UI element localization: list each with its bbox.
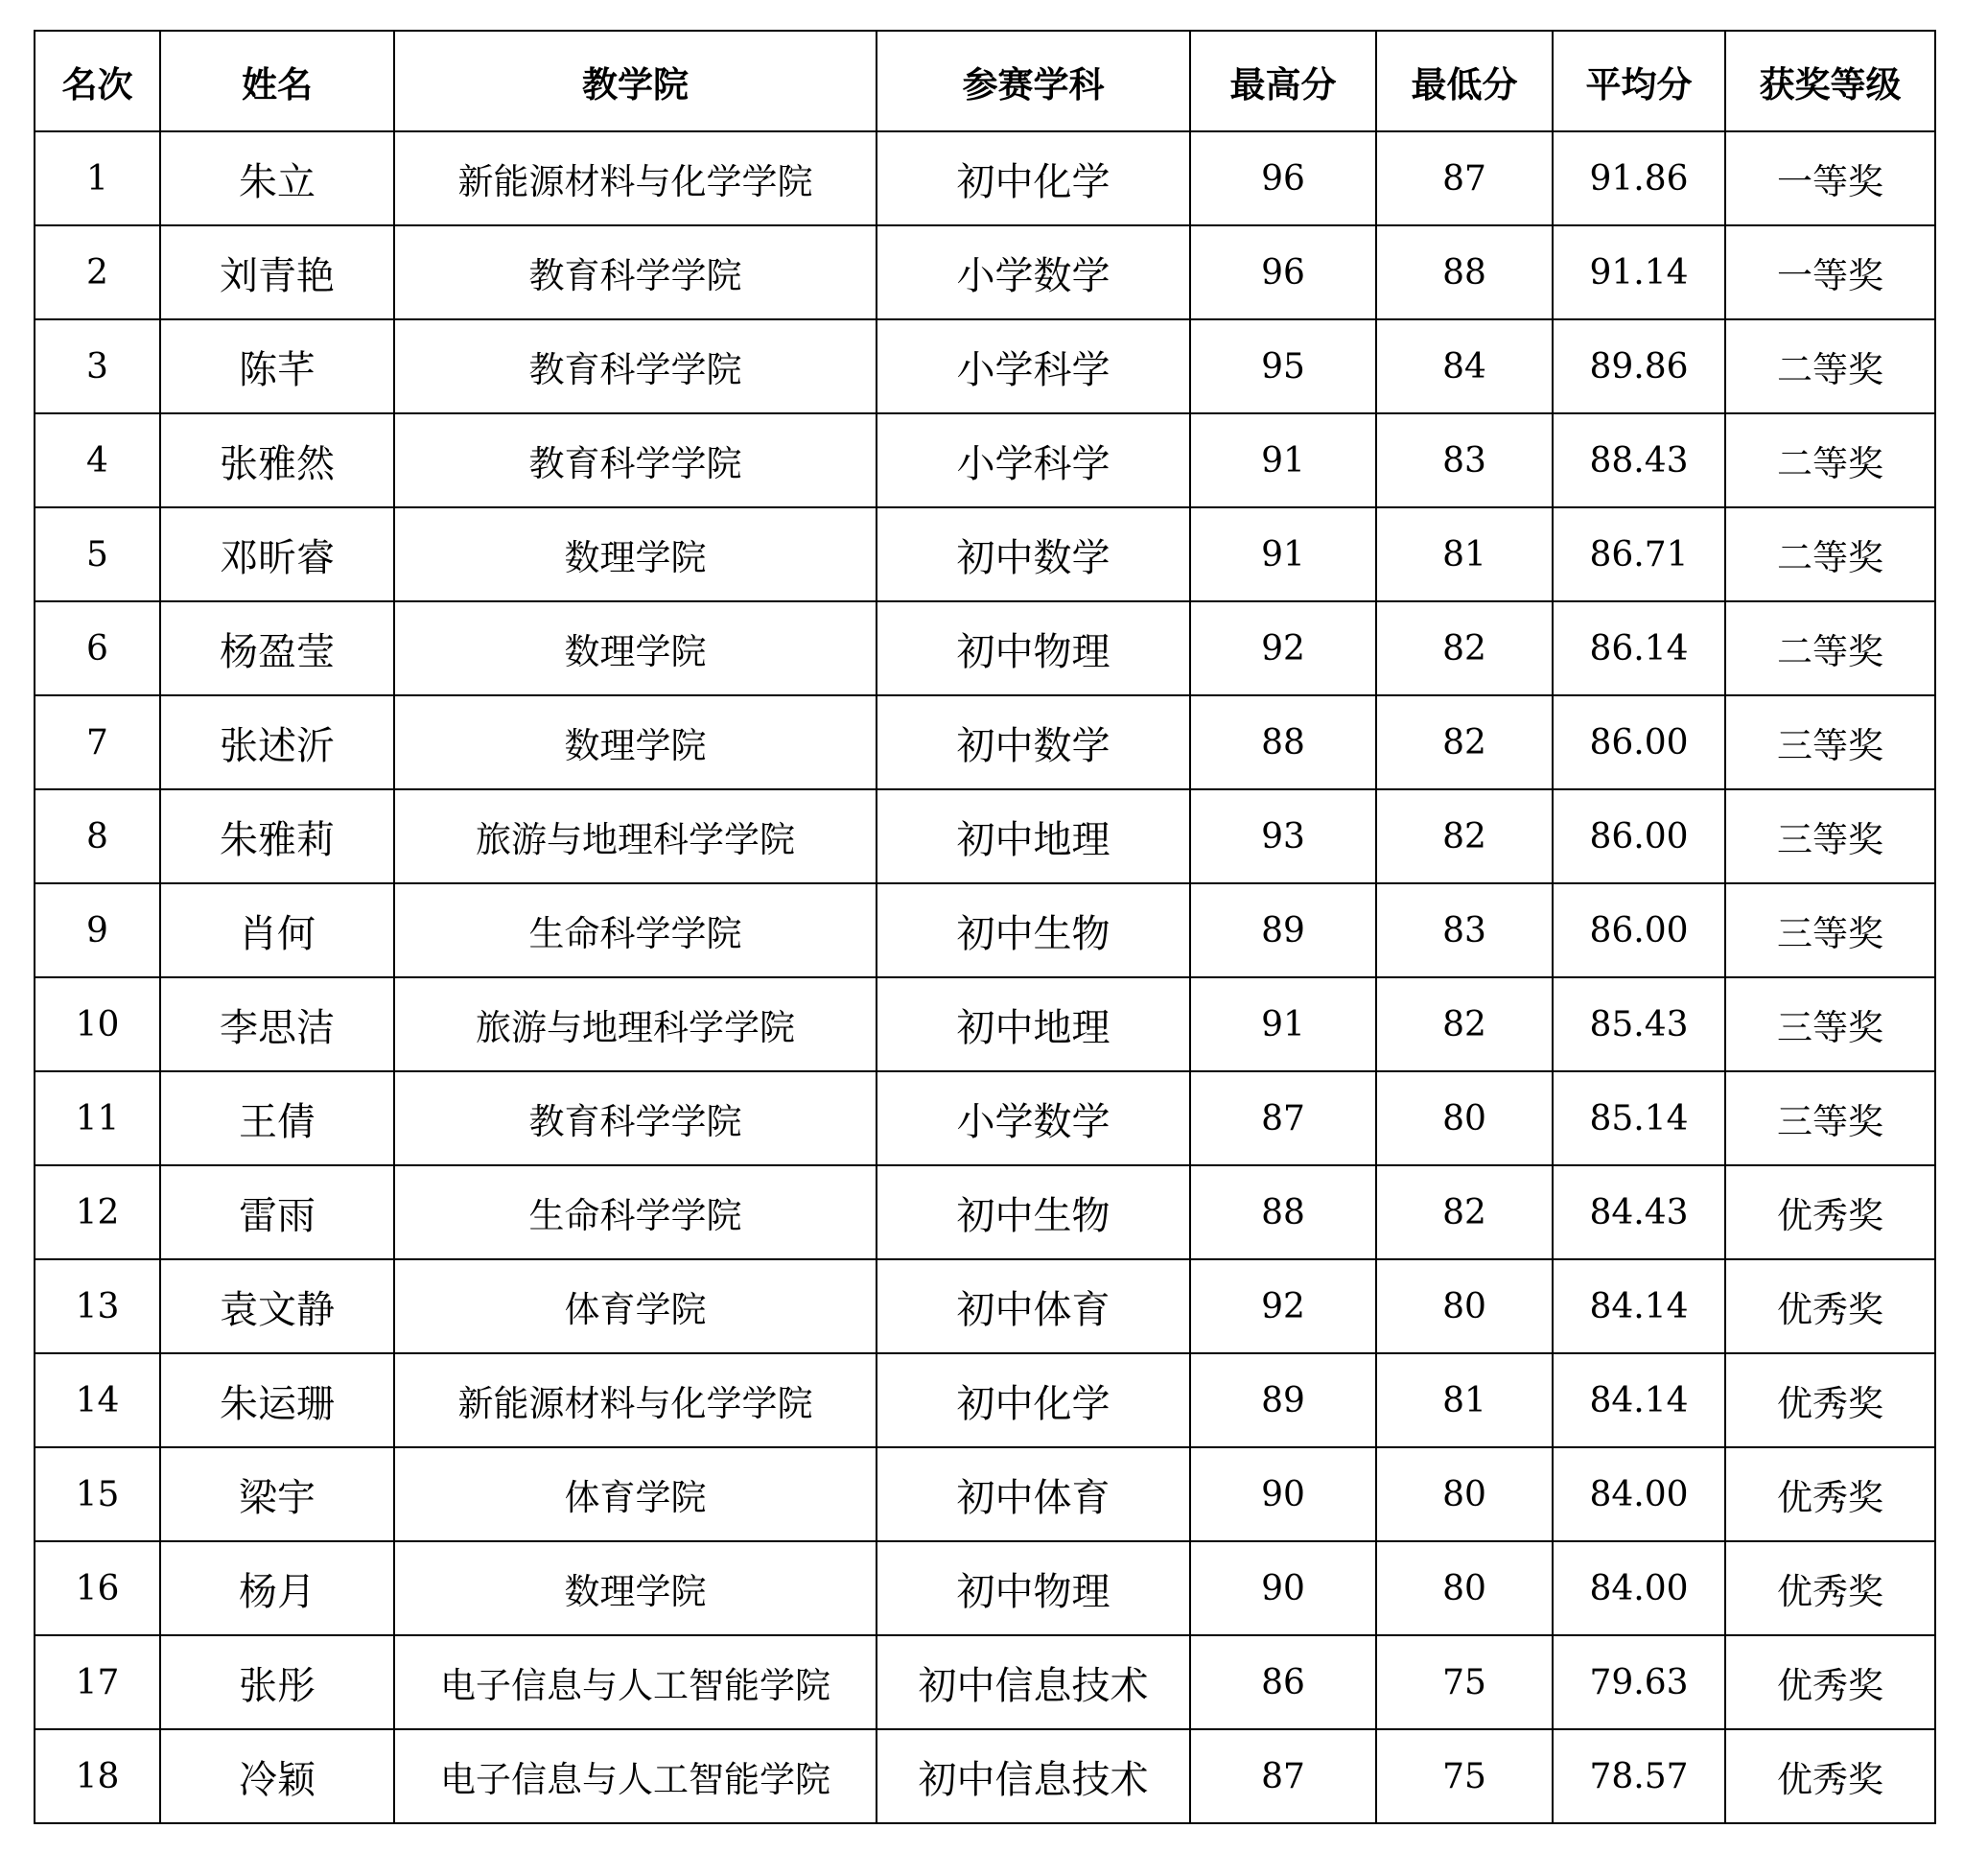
avg-score-cell: 85.14 [1553, 1071, 1725, 1165]
max-score-cell: 89 [1190, 1353, 1376, 1447]
max-score-cell: 96 [1190, 131, 1376, 225]
subject-cell: 初中物理 [877, 1541, 1190, 1635]
subject-cell: 初中体育 [877, 1259, 1190, 1353]
rank-cell: 6 [35, 601, 160, 695]
award-cell: 三等奖 [1725, 883, 1935, 977]
rank-cell: 8 [35, 789, 160, 883]
name-cell: 刘青艳 [160, 225, 394, 319]
award-cell: 优秀奖 [1725, 1541, 1935, 1635]
award-cell: 三等奖 [1725, 695, 1935, 789]
header-name: 姓名 [160, 31, 394, 131]
min-score-cell: 80 [1376, 1259, 1553, 1353]
rank-cell: 2 [35, 225, 160, 319]
table-row [35, 131, 1935, 225]
table-row [35, 413, 1935, 507]
min-score-cell: 82 [1376, 1165, 1553, 1259]
avg-score-cell: 84.14 [1553, 1259, 1725, 1353]
college-cell: 生命科学学院 [394, 883, 877, 977]
results-table-container [34, 30, 1934, 1824]
award-cell: 二等奖 [1725, 413, 1935, 507]
college-cell: 体育学院 [394, 1259, 877, 1353]
avg-score-cell: 84.00 [1553, 1541, 1725, 1635]
name-cell: 王倩 [160, 1071, 394, 1165]
award-cell: 三等奖 [1725, 1071, 1935, 1165]
max-score-cell: 95 [1190, 319, 1376, 413]
header-min-score: 最低分 [1376, 31, 1553, 131]
header-subject: 参赛学科 [877, 31, 1190, 131]
table-row [35, 507, 1935, 601]
table-row [35, 1635, 1935, 1729]
rank-cell: 17 [35, 1635, 160, 1729]
name-cell: 雷雨 [160, 1165, 394, 1259]
award-cell: 优秀奖 [1725, 1635, 1935, 1729]
table-row [35, 319, 1935, 413]
subject-cell: 初中数学 [877, 507, 1190, 601]
table-row [35, 601, 1935, 695]
subject-cell: 初中化学 [877, 131, 1190, 225]
table-row [35, 1165, 1935, 1259]
max-score-cell: 87 [1190, 1729, 1376, 1823]
college-cell: 电子信息与人工智能学院 [394, 1635, 877, 1729]
header-avg-score: 平均分 [1553, 31, 1725, 131]
college-cell: 数理学院 [394, 601, 877, 695]
max-score-cell: 88 [1190, 1165, 1376, 1259]
max-score-cell: 91 [1190, 507, 1376, 601]
subject-cell: 初中数学 [877, 695, 1190, 789]
college-cell: 数理学院 [394, 1541, 877, 1635]
min-score-cell: 83 [1376, 883, 1553, 977]
name-cell: 冷颖 [160, 1729, 394, 1823]
max-score-cell: 92 [1190, 601, 1376, 695]
max-score-cell: 89 [1190, 883, 1376, 977]
max-score-cell: 92 [1190, 1259, 1376, 1353]
rank-cell: 13 [35, 1259, 160, 1353]
min-score-cell: 80 [1376, 1071, 1553, 1165]
avg-score-cell: 84.43 [1553, 1165, 1725, 1259]
header-rank: 名次 [35, 31, 160, 131]
subject-cell: 初中地理 [877, 789, 1190, 883]
award-cell: 优秀奖 [1725, 1447, 1935, 1541]
table-row [35, 1729, 1935, 1823]
max-score-cell: 90 [1190, 1541, 1376, 1635]
table-row [35, 1071, 1935, 1165]
max-score-cell: 90 [1190, 1447, 1376, 1541]
rank-cell: 7 [35, 695, 160, 789]
avg-score-cell: 84.00 [1553, 1447, 1725, 1541]
subject-cell: 小学科学 [877, 319, 1190, 413]
min-score-cell: 75 [1376, 1729, 1553, 1823]
subject-cell: 小学数学 [877, 225, 1190, 319]
min-score-cell: 75 [1376, 1635, 1553, 1729]
max-score-cell: 91 [1190, 413, 1376, 507]
award-cell: 一等奖 [1725, 225, 1935, 319]
name-cell: 李思洁 [160, 977, 394, 1071]
rank-cell: 11 [35, 1071, 160, 1165]
award-cell: 二等奖 [1725, 319, 1935, 413]
avg-score-cell: 78.57 [1553, 1729, 1725, 1823]
rank-cell: 9 [35, 883, 160, 977]
name-cell: 朱雅莉 [160, 789, 394, 883]
avg-score-cell: 91.14 [1553, 225, 1725, 319]
table-row [35, 789, 1935, 883]
name-cell: 杨月 [160, 1541, 394, 1635]
name-cell: 邓昕睿 [160, 507, 394, 601]
name-cell: 肖何 [160, 883, 394, 977]
avg-score-cell: 86.00 [1553, 789, 1725, 883]
table-body [35, 131, 1935, 1823]
subject-cell: 小学数学 [877, 1071, 1190, 1165]
name-cell: 张述沂 [160, 695, 394, 789]
min-score-cell: 81 [1376, 507, 1553, 601]
award-cell: 优秀奖 [1725, 1165, 1935, 1259]
rank-cell: 18 [35, 1729, 160, 1823]
header-max-score: 最高分 [1190, 31, 1376, 131]
max-score-cell: 93 [1190, 789, 1376, 883]
max-score-cell: 87 [1190, 1071, 1376, 1165]
min-score-cell: 84 [1376, 319, 1553, 413]
table-row [35, 1353, 1935, 1447]
header-row [35, 31, 1935, 131]
college-cell: 旅游与地理科学学院 [394, 977, 877, 1071]
subject-cell: 初中体育 [877, 1447, 1190, 1541]
min-score-cell: 83 [1376, 413, 1553, 507]
college-cell: 电子信息与人工智能学院 [394, 1729, 877, 1823]
subject-cell: 初中信息技术 [877, 1729, 1190, 1823]
subject-cell: 初中地理 [877, 977, 1190, 1071]
subject-cell: 初中生物 [877, 1165, 1190, 1259]
rank-cell: 14 [35, 1353, 160, 1447]
table-row [35, 225, 1935, 319]
avg-score-cell: 86.71 [1553, 507, 1725, 601]
name-cell: 张彤 [160, 1635, 394, 1729]
min-score-cell: 82 [1376, 789, 1553, 883]
college-cell: 教育科学学院 [394, 1071, 877, 1165]
college-cell: 生命科学学院 [394, 1165, 877, 1259]
min-score-cell: 80 [1376, 1541, 1553, 1635]
name-cell: 朱立 [160, 131, 394, 225]
table-row [35, 977, 1935, 1071]
min-score-cell: 82 [1376, 977, 1553, 1071]
rank-cell: 15 [35, 1447, 160, 1541]
header-college: 教学院 [394, 31, 877, 131]
rank-cell: 3 [35, 319, 160, 413]
award-cell: 三等奖 [1725, 977, 1935, 1071]
rank-cell: 1 [35, 131, 160, 225]
college-cell: 教育科学学院 [394, 319, 877, 413]
college-cell: 新能源材料与化学学院 [394, 131, 877, 225]
min-score-cell: 87 [1376, 131, 1553, 225]
award-cell: 三等奖 [1725, 789, 1935, 883]
college-cell: 新能源材料与化学学院 [394, 1353, 877, 1447]
name-cell: 朱运珊 [160, 1353, 394, 1447]
name-cell: 梁宇 [160, 1447, 394, 1541]
college-cell: 旅游与地理科学学院 [394, 789, 877, 883]
rank-cell: 16 [35, 1541, 160, 1635]
avg-score-cell: 86.14 [1553, 601, 1725, 695]
results-table [34, 30, 1936, 1824]
award-cell: 优秀奖 [1725, 1729, 1935, 1823]
header-award-level: 获奖等级 [1725, 31, 1935, 131]
avg-score-cell: 89.86 [1553, 319, 1725, 413]
avg-score-cell: 91.86 [1553, 131, 1725, 225]
max-score-cell: 91 [1190, 977, 1376, 1071]
max-score-cell: 96 [1190, 225, 1376, 319]
table-row [35, 1259, 1935, 1353]
college-cell: 教育科学学院 [394, 225, 877, 319]
subject-cell: 初中化学 [877, 1353, 1190, 1447]
min-score-cell: 88 [1376, 225, 1553, 319]
min-score-cell: 80 [1376, 1447, 1553, 1541]
avg-score-cell: 85.43 [1553, 977, 1725, 1071]
min-score-cell: 81 [1376, 1353, 1553, 1447]
max-score-cell: 86 [1190, 1635, 1376, 1729]
subject-cell: 初中信息技术 [877, 1635, 1190, 1729]
rank-cell: 10 [35, 977, 160, 1071]
subject-cell: 初中物理 [877, 601, 1190, 695]
table-row [35, 1447, 1935, 1541]
name-cell: 张雅然 [160, 413, 394, 507]
name-cell: 陈芊 [160, 319, 394, 413]
award-cell: 一等奖 [1725, 131, 1935, 225]
subject-cell: 小学科学 [877, 413, 1190, 507]
college-cell: 教育科学学院 [394, 413, 877, 507]
max-score-cell: 88 [1190, 695, 1376, 789]
award-cell: 优秀奖 [1725, 1353, 1935, 1447]
college-cell: 数理学院 [394, 695, 877, 789]
min-score-cell: 82 [1376, 695, 1553, 789]
rank-cell: 5 [35, 507, 160, 601]
college-cell: 数理学院 [394, 507, 877, 601]
avg-score-cell: 79.63 [1553, 1635, 1725, 1729]
avg-score-cell: 84.14 [1553, 1353, 1725, 1447]
award-cell: 二等奖 [1725, 601, 1935, 695]
table-row [35, 883, 1935, 977]
avg-score-cell: 86.00 [1553, 695, 1725, 789]
award-cell: 优秀奖 [1725, 1259, 1935, 1353]
table-row [35, 695, 1935, 789]
college-cell: 体育学院 [394, 1447, 877, 1541]
min-score-cell: 82 [1376, 601, 1553, 695]
table-row [35, 1541, 1935, 1635]
award-cell: 二等奖 [1725, 507, 1935, 601]
subject-cell: 初中生物 [877, 883, 1190, 977]
rank-cell: 4 [35, 413, 160, 507]
name-cell: 杨盈莹 [160, 601, 394, 695]
rank-cell: 12 [35, 1165, 160, 1259]
avg-score-cell: 86.00 [1553, 883, 1725, 977]
avg-score-cell: 88.43 [1553, 413, 1725, 507]
name-cell: 袁文静 [160, 1259, 394, 1353]
